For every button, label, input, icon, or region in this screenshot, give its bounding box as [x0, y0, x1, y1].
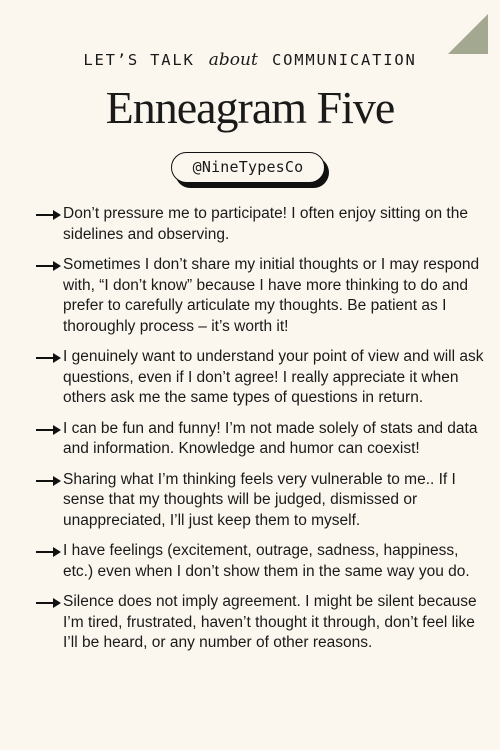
list-item — [35, 255, 485, 337]
kicker-script-word: about — [208, 50, 258, 70]
list-item — [35, 419, 485, 460]
arrow-right-icon — [35, 542, 63, 562]
kicker-pre: LET’S TALK — [83, 51, 195, 69]
arrow-right-icon — [35, 420, 63, 440]
list-item — [35, 347, 485, 409]
list-item-text: I have feelings (excitement, outrage, sadness, happiness, etc.) even when I don’t show them in the same way you do. — [63, 542, 470, 580]
list-item-text: Sharing what I’m thinking feels very vulnerable to me.. If I sense that my thoughts will be judged, dismissed or unappreciated, I’ll just keep them to myself. — [63, 470, 456, 529]
arrow-right-icon — [35, 205, 63, 225]
arrow-right-icon — [35, 348, 63, 368]
list-item-text: Don’t pressure me to participate! I often enjoy sitting on the sidelines and observing. — [63, 205, 468, 243]
list-item-text: Silence does not imply agreement. I might be silent because I’m tired, frustrated, haven’t thought it through, don’t feel like I’ll be heard, or any number of other reasons. — [63, 593, 477, 651]
list-item-text: I can be fun and funny! I’m not made solely of stats and data and information. Knowledge and humor can coexist! — [63, 419, 478, 457]
tips-list — [35, 204, 485, 664]
handle-label: @NineTypesCo — [171, 152, 325, 183]
kicker-post: COMMUNICATION — [271, 51, 417, 69]
arrow-right-icon — [35, 593, 63, 613]
arrow-right-icon — [35, 256, 63, 276]
list-item-text: I genuinely want to understand your point of view and will ask questions, even if I don’t agree! I really appreciate it when others ask me the same types of questions in return. — [63, 348, 484, 406]
list-item — [35, 541, 485, 582]
list-item — [35, 592, 485, 654]
handle-badge — [171, 152, 329, 188]
page-title: Enneagram Five — [105, 82, 395, 133]
kicker-heading — [0, 50, 500, 70]
list-item-text: Sometimes I don’t share my initial thoughts or I may respond with, “I don’t know” because I have more thinking to do and prefer to carefully articulate my thoughts. Be patient as I thoroughly process – it’s worth it! — [63, 256, 480, 335]
list-item — [35, 204, 485, 245]
list-item — [35, 470, 485, 532]
arrow-right-icon — [35, 471, 63, 491]
page-corner-fold-icon — [448, 14, 488, 54]
